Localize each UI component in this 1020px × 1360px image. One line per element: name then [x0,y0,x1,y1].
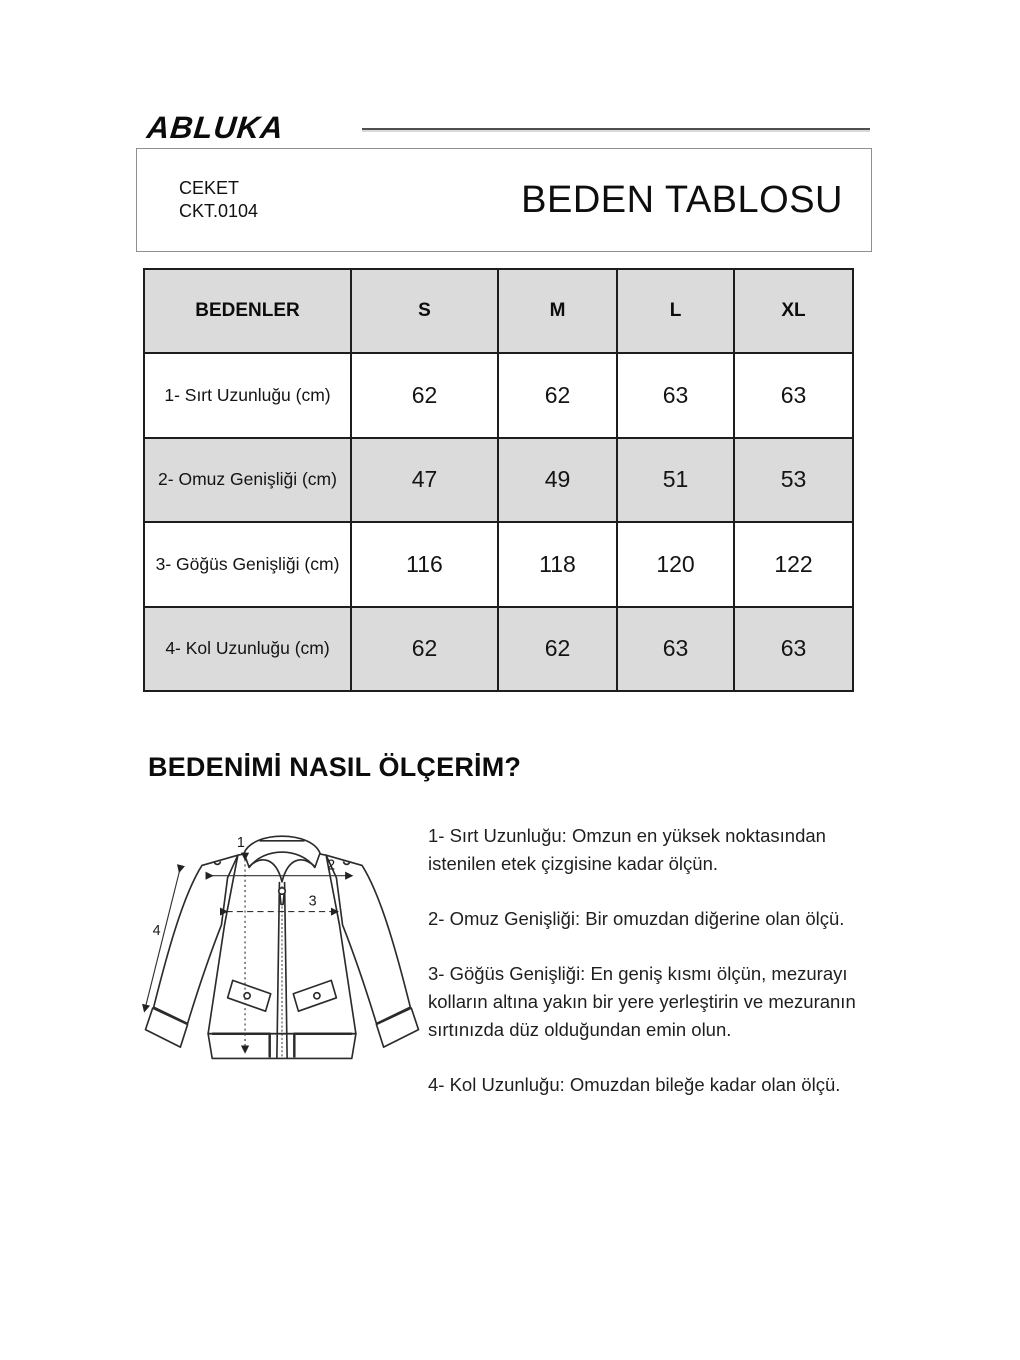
cell-value: 62 [351,353,498,437]
row-label-sleeve-length: 4- Kol Uzunluğu (cm) [144,607,351,691]
cell-value: 120 [617,522,734,606]
cell-value: 116 [351,522,498,606]
instruction-shoulder-width: 2- Omuz Genişliği: Bir omuzdan diğerine olan ölçü. [428,908,845,929]
row-label-back-length: 1- Sırt Uzunluğu (cm) [144,353,351,437]
table-header-row [144,269,853,353]
cell-value: 62 [351,607,498,691]
diagram-label-3: 3 [308,893,317,910]
cell-value: 63 [617,607,734,691]
instruction-chest-width: 3- Göğüs Genişliği: En geniş kısmı ölçün, mezurayı kolların altına yakın bir yere yerleştirin ve mezuranın sırtınızda düz olduğundan emin olun. [428,963,856,1040]
cell-value: 122 [734,522,853,606]
measurement-instructions [428,822,880,1126]
table-row [144,438,853,522]
cell-value: 51 [617,438,734,522]
column-header-xl: XL [734,269,853,353]
cell-value: 47 [351,438,498,522]
cell-value: 62 [498,607,617,691]
section-heading: BEDENİMİ NASIL ÖLÇERİM? [148,752,522,782]
cell-value: 63 [734,353,853,437]
table-row [144,607,853,691]
column-header-l: L [617,269,734,353]
document-header [136,148,872,252]
column-header-s: S [351,269,498,353]
column-header-bedenler: BEDENLER [144,269,351,353]
instruction-back-length: 1- Sırt Uzunluğu: Omzun en yüksek noktasından istenilen etek çizgisine kadar ölçün. [428,825,826,874]
cell-value: 118 [498,522,617,606]
row-label-chest-width: 3- Göğüs Genişliği (cm) [144,522,351,606]
size-table [143,268,854,692]
page-title: BEDEN TABLOSU [521,178,843,221]
product-info [179,177,258,223]
product-type: CEKET [179,178,240,198]
brand-logo: ABLUKA [145,110,286,145]
diagram-label-4: 4 [152,923,161,940]
jacket-outline [145,836,418,1058]
instruction-sleeve-length: 4- Kol Uzunluğu: Omuzdan bileğe kadar olan ölçü. [428,1074,841,1095]
table-row [144,522,853,606]
cell-value: 49 [498,438,617,522]
brand-divider-line [362,128,870,130]
product-code: CKT.0104 [179,201,259,221]
cell-value: 63 [734,607,853,691]
cell-value: 62 [498,353,617,437]
diagram-label-1: 1 [236,834,245,851]
cell-value: 53 [734,438,853,522]
column-header-m: M [498,269,617,353]
row-label-shoulder-width: 2- Omuz Genişliği (cm) [144,438,351,522]
cell-value: 63 [617,353,734,437]
table-row [144,353,853,437]
diagram-label-2: 2 [327,857,336,874]
jacket-measurement-diagram [138,810,426,1082]
